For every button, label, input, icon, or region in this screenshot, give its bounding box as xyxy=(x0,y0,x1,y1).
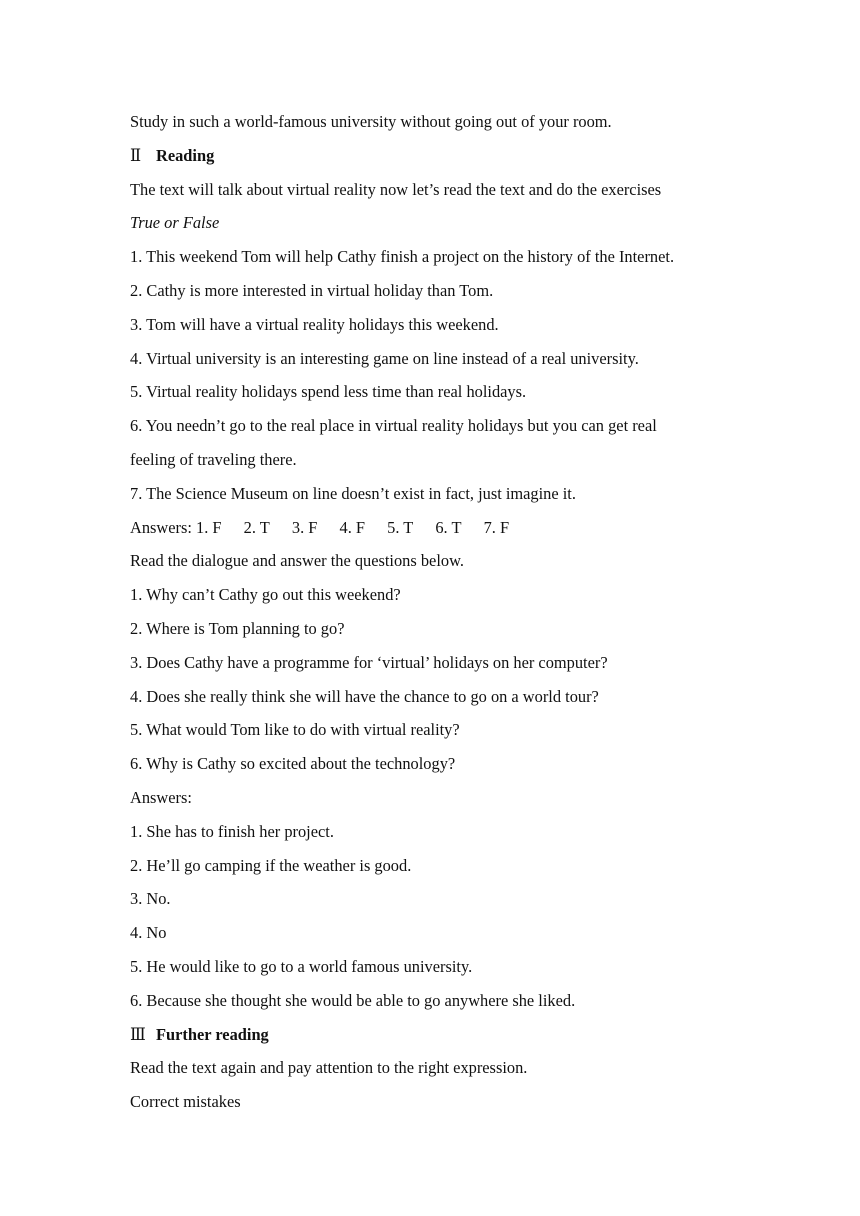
question-item: 6. Why is Cathy so excited about the technology? xyxy=(130,754,456,774)
true-false-heading: True or False xyxy=(130,213,220,233)
document-page xyxy=(130,108,730,1122)
tf-item: 5. Virtual reality holidays spend less time than real holidays. xyxy=(130,382,527,402)
section-heading-further-reading xyxy=(130,1021,730,1055)
section-numeral: Ⅱ xyxy=(130,145,142,165)
answer-item: 3. No. xyxy=(130,889,171,909)
answer-item: 2. He’ll go camping if the weather is good. xyxy=(130,855,412,875)
tf-answers-label: Answers: xyxy=(130,517,192,537)
reading-intro: The text will talk about virtual reality now let’s read the text and do the exercises xyxy=(130,179,662,199)
tf-item: 7. The Science Museum on line doesn’t exist in fact, just imagine it. xyxy=(130,483,576,503)
question-item: 1. Why can’t Cathy go out this weekend? xyxy=(130,585,401,605)
tf-item: 4. Virtual university is an interesting game on line instead of a real university. xyxy=(130,348,639,368)
section-title: Further reading xyxy=(156,1024,269,1044)
tf-item: 3. Tom will have a virtual reality holidays this weekend. xyxy=(130,314,499,334)
answer-item: 5. He would like to go to a world famous university. xyxy=(130,956,473,976)
correct-mistakes-heading: Correct mistakes xyxy=(130,1092,241,1112)
answer-item: 4. No xyxy=(130,923,167,943)
tf-answer: 7. F xyxy=(483,517,510,537)
question-item: 5. What would Tom like to do with virtual reality? xyxy=(130,720,460,740)
tf-answer: 1. F xyxy=(196,517,222,537)
tf-answers-row xyxy=(130,514,730,548)
question-item: 3. Does Cathy have a programme for ‘virtual’ holidays on her computer? xyxy=(130,652,608,672)
answer-item: 6. Because she thought she would be able to go anywhere she liked. xyxy=(130,990,576,1010)
tf-answer: 3. F xyxy=(291,517,318,537)
question-item: 2. Where is Tom planning to go? xyxy=(130,618,345,638)
section-title: Reading xyxy=(156,145,215,165)
tf-answer: 2. T xyxy=(243,517,270,537)
tf-item: 1. This weekend Tom will help Cathy finish a project on the history of the Internet. xyxy=(130,247,675,267)
intro-line: Study in such a world-famous university without going out of your room. xyxy=(130,112,612,131)
section-numeral: Ⅲ xyxy=(130,1024,146,1044)
section-heading-reading xyxy=(130,142,730,176)
tf-answer: 5. T xyxy=(387,517,414,537)
tf-item-continuation: feeling of traveling there. xyxy=(130,449,297,469)
answers-label: Answers: xyxy=(130,787,192,807)
answer-item: 1. She has to finish her project. xyxy=(130,821,334,841)
tf-item: 6. You needn’t go to the real place in virtual reality holidays but you can get real xyxy=(130,416,657,436)
question-item: 4. Does she really think she will have the chance to go on a world tour? xyxy=(130,686,599,706)
tf-answer: 4. F xyxy=(339,517,366,537)
further-reading-intro: Read the text again and pay attention to the right expression. xyxy=(130,1058,528,1078)
tf-answer: 6. T xyxy=(435,517,462,537)
dialogue-intro: Read the dialogue and answer the questions below. xyxy=(130,551,464,571)
tf-item: 2. Cathy is more interested in virtual holiday than Tom. xyxy=(130,280,494,300)
